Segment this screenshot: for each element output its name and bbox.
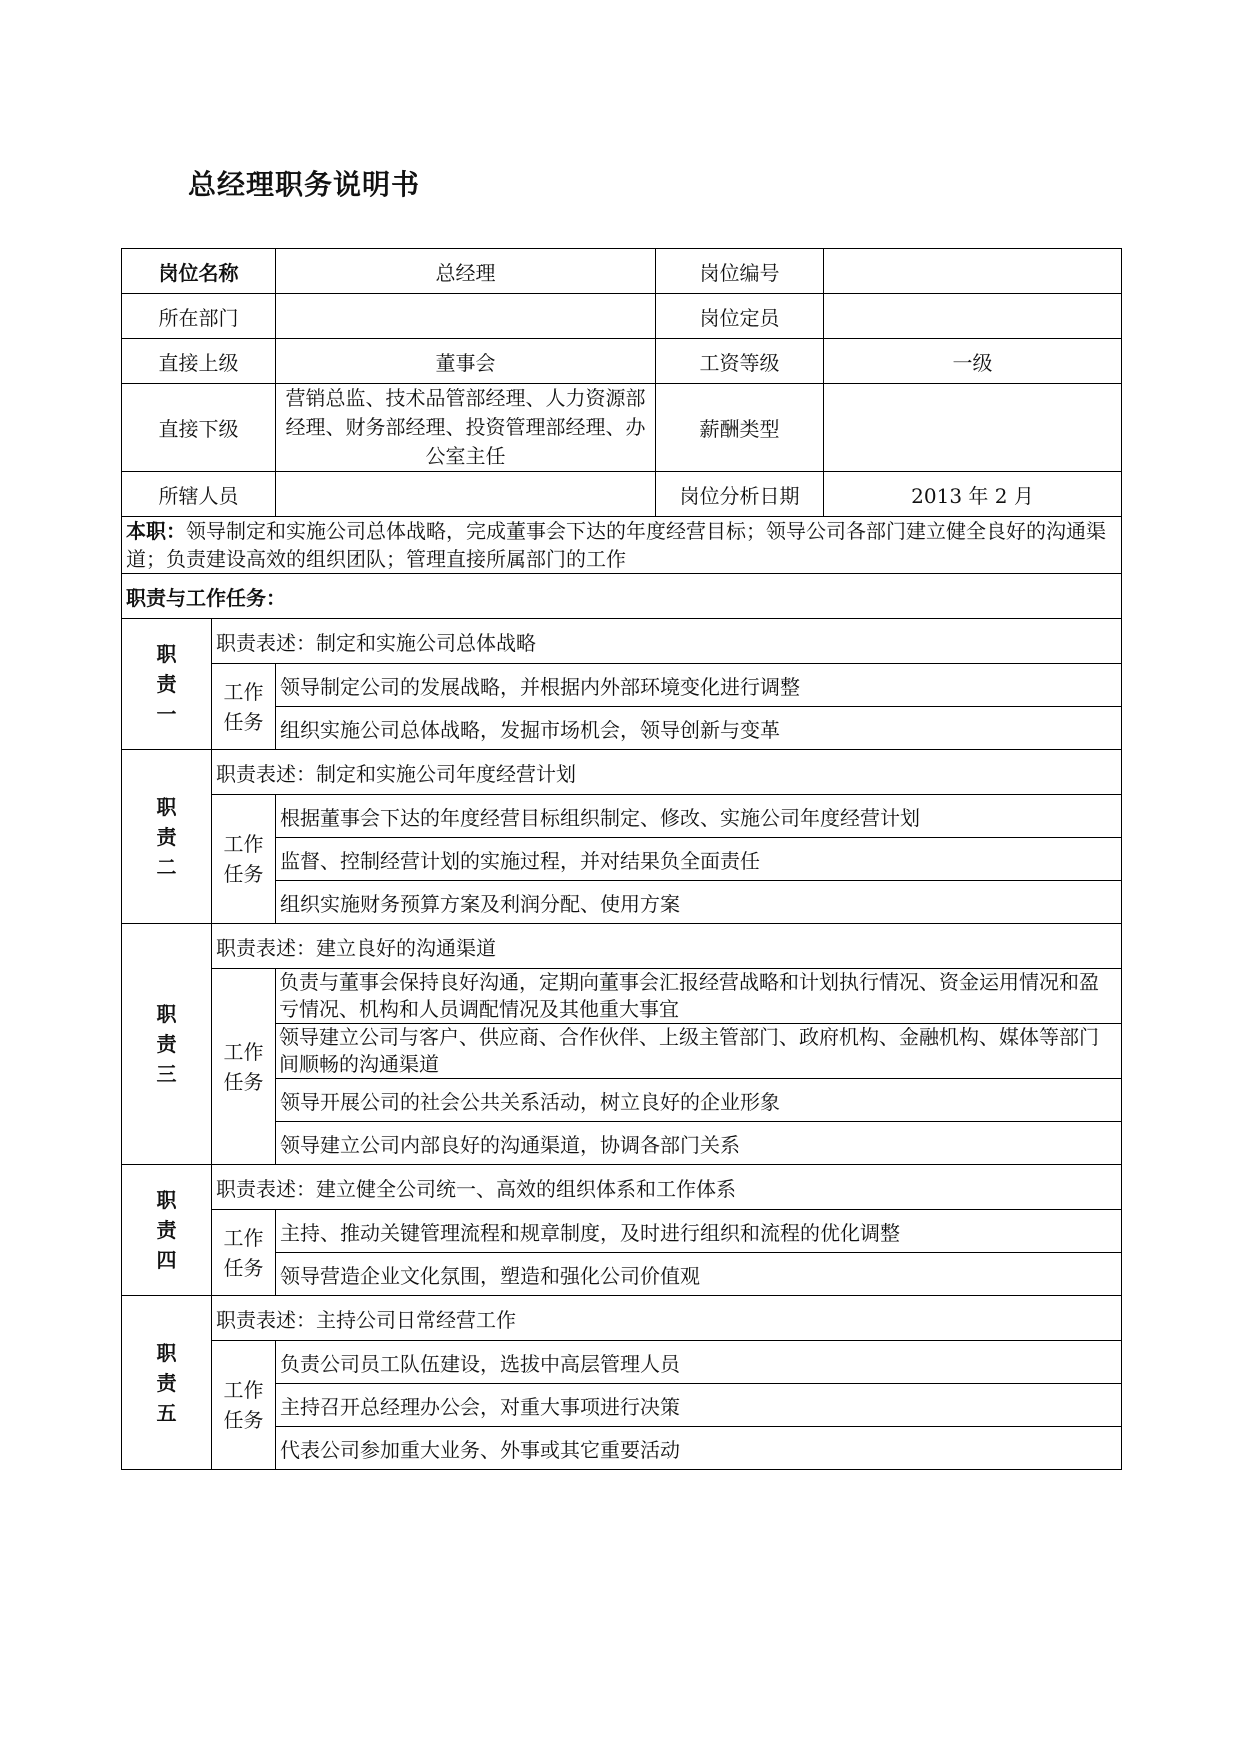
task-label-line: 任务	[223, 862, 264, 886]
task-row	[122, 1341, 1122, 1384]
responsibility-name-char: 责	[156, 824, 177, 849]
responsibility-description: 职责表述：制定和实施公司年度经营计划	[212, 750, 1122, 795]
subordinate-label: 直接下级	[122, 384, 276, 472]
responsibility-description: 职责表述：建立良好的沟通渠道	[212, 924, 1122, 969]
task-row	[122, 795, 1122, 838]
task-item: 领导制定公司的发展战略，并根据内外部环境变化进行调整	[276, 664, 1122, 707]
analysis-date-value: 2013 年 2 月	[824, 472, 1122, 517]
grade-value: 一级	[824, 339, 1122, 384]
responsibility-name-char: 四	[156, 1248, 177, 1272]
responsibility-name-char: 职	[156, 1188, 177, 1212]
responsibility-name-char: 职	[156, 1002, 177, 1026]
info-row-2	[122, 294, 1122, 339]
task-row	[122, 1210, 1122, 1253]
task-label-line: 任务	[223, 1255, 264, 1280]
pos-code-label: 岗位编号	[656, 249, 824, 294]
responsibility-description-row	[122, 1165, 1122, 1210]
grade-label: 工资等级	[656, 339, 824, 384]
info-row-3	[122, 339, 1122, 384]
task-label-line: 任务	[223, 709, 264, 734]
task-label	[212, 795, 276, 924]
info-row-1	[122, 249, 1122, 294]
responsibility-name-char: 责	[156, 1032, 177, 1056]
responsibility-name-char: 一	[156, 702, 177, 726]
responsibility-description-row	[122, 750, 1122, 795]
staff-label: 所辖人员	[122, 472, 276, 517]
responsibility-name	[122, 1296, 212, 1470]
task-label-line: 工作	[223, 832, 264, 856]
duty-summary-text: 领导制定和实施公司总体战略，完成董事会下达的年度经营目标；领导公司各部门建立健全良好的沟通渠道；负责建设高效的组织团队；管理直接所属部门的工作	[126, 519, 1106, 571]
responsibility-description-row	[122, 619, 1122, 664]
task-item: 领导建立公司与客户、供应商、合作伙伴、上级主管部门、政府机构、金融机构、媒体等部门间顺畅的沟通渠道	[276, 1024, 1122, 1079]
task-label	[212, 969, 276, 1165]
responsibility-description: 职责表述：建立健全公司统一、高效的组织体系和工作体系	[212, 1165, 1122, 1210]
task-label-line: 任务	[223, 1408, 264, 1432]
staff-value	[276, 472, 656, 517]
quota-value	[824, 294, 1122, 339]
responsibility-name-char: 责	[156, 672, 177, 696]
analysis-date-label: 岗位分析日期	[656, 472, 824, 517]
task-row	[122, 664, 1122, 707]
task-item: 主持、推动关键管理流程和规章制度，及时进行组织和流程的优化调整	[276, 1210, 1122, 1253]
responsibility-name-char: 责	[156, 1370, 177, 1395]
task-label-line: 工作	[223, 679, 264, 704]
pos-name-value: 总经理	[276, 249, 656, 294]
responsibility-name-char: 职	[156, 1340, 177, 1365]
task-item: 领导建立公司内部良好的沟通渠道，协调各部门关系	[276, 1122, 1122, 1165]
task-item: 根据董事会下达的年度经营目标组织制定、修改、实施公司年度经营计划	[276, 795, 1122, 838]
task-label	[212, 664, 276, 750]
responsibilities-body	[122, 619, 1122, 1470]
task-item: 组织实施财务预算方案及利润分配、使用方案	[276, 881, 1122, 924]
responsibility-name-char: 五	[156, 1400, 177, 1425]
duty-summary	[122, 517, 1122, 574]
responsibility-name	[122, 750, 212, 924]
duty-summary-label: 本职：	[126, 519, 186, 543]
task-label-line: 工作	[223, 1378, 264, 1402]
subordinate-value: 营销总监、技术品管部经理、人力资源部经理、财务部经理、投资管理部经理、办公室主任	[276, 384, 656, 472]
quota-label: 岗位定员	[656, 294, 824, 339]
pay-type-label: 薪酬类型	[656, 384, 824, 472]
dept-label: 所在部门	[122, 294, 276, 339]
superior-value: 董事会	[276, 339, 656, 384]
pay-type-value	[824, 384, 1122, 472]
task-row	[122, 969, 1122, 1024]
task-label-line: 工作	[223, 1225, 264, 1250]
responsibility-name-char: 二	[156, 854, 177, 879]
task-item: 负责与董事会保持良好沟通，定期向董事会汇报经营战略和计划执行情况、资金运用情况和盈亏情况、机构和人员调配情况及其他重大事宜	[276, 969, 1122, 1024]
task-item: 领导营造企业文化氛围，塑造和强化公司价值观	[276, 1253, 1122, 1296]
responsibility-name	[122, 924, 212, 1165]
pos-name-label: 岗位名称	[122, 249, 276, 294]
task-item: 监督、控制经营计划的实施过程，并对结果负全面责任	[276, 838, 1122, 881]
task-item: 负责公司员工队伍建设，选拔中高层管理人员	[276, 1341, 1122, 1384]
task-item: 主持召开总经理办公会，对重大事项进行决策	[276, 1384, 1122, 1427]
responsibility-name-char: 职	[156, 642, 177, 666]
task-item: 领导开展公司的社会公共关系活动，树立良好的企业形象	[276, 1079, 1122, 1122]
responsibility-name	[122, 1165, 212, 1296]
responsibilities-header-row	[122, 574, 1122, 619]
job-description-table	[121, 248, 1122, 1470]
task-label	[212, 1210, 276, 1296]
responsibility-name	[122, 619, 212, 750]
responsibility-description-row	[122, 1296, 1122, 1341]
task-item: 代表公司参加重大业务、外事或其它重要活动	[276, 1427, 1122, 1470]
task-label-line: 任务	[223, 1069, 264, 1094]
task-label-line: 工作	[223, 1039, 264, 1064]
info-row-5	[122, 472, 1122, 517]
task-item: 组织实施公司总体战略，发掘市场机会，领导创新与变革	[276, 707, 1122, 750]
info-row-4	[122, 384, 1122, 472]
superior-label: 直接上级	[122, 339, 276, 384]
responsibilities-header: 职责与工作任务：	[122, 574, 1122, 619]
responsibility-description: 职责表述：制定和实施公司总体战略	[212, 619, 1122, 664]
responsibility-description-row	[122, 924, 1122, 969]
responsibility-name-char: 责	[156, 1218, 177, 1242]
responsibility-name-char: 职	[156, 794, 177, 819]
task-label	[212, 1341, 276, 1470]
dept-value	[276, 294, 656, 339]
responsibility-description: 职责表述：主持公司日常经营工作	[212, 1296, 1122, 1341]
responsibility-name-char: 三	[156, 1062, 177, 1086]
document-title: 总经理职务说明书	[188, 168, 421, 201]
duty-summary-row	[122, 517, 1122, 574]
pos-code-value	[824, 249, 1122, 294]
